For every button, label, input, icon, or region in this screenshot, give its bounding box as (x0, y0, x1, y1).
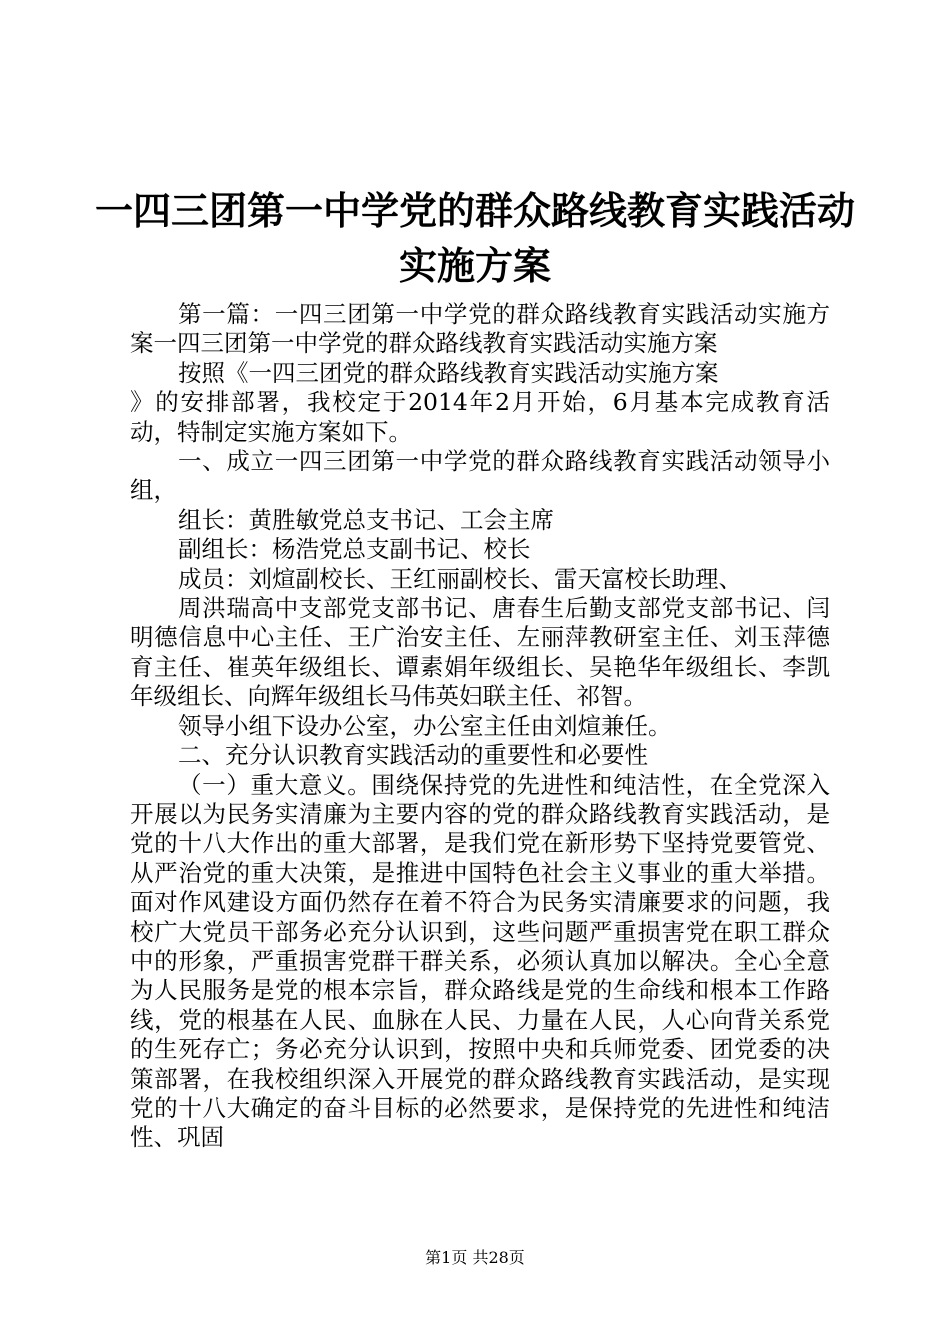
page-number-footer: 第1页 共28页 (425, 1248, 525, 1267)
document-title-line-1: 一四三团第一中学党的群众路线教育实践活动 (94, 189, 855, 233)
paragraph-group-leader: 组长：黄胜敏党总支书记、工会主席 (178, 505, 554, 534)
paragraph-office: 领导小组下设办公室，办公室主任由刘煊兼任。 (178, 711, 672, 740)
paragraph-section-one-heading: 一、成立一四三团第一中学党的群众路线教育实践活动领导小组， (130, 447, 830, 505)
paragraph-members-continued: 周洪瑞高中支部党支部书记、唐春生后勤支部党支部书记、闫明德信息中心主任、王广治安主任、左丽萍教研室主任、刘玉萍德育主任、崔英年级组长、谭素娟年级组长、吴艳华年级组长、李凯年级组长、向辉年级组长马伟英妇联主任、祁智。 (130, 594, 830, 711)
document-body (130, 300, 830, 1153)
document-title-line-2: 实施方案 (398, 244, 551, 288)
paragraph-according-to: 按照《一四三团党的群众路线教育实践活动实施方案 (178, 358, 719, 387)
paragraph-first-section: 第一篇：一四三团第一中学党的群众路线教育实践活动实施方案一四三团第一中学党的群众路线教育实践活动实施方案 (130, 300, 830, 358)
paragraph-deputy-leader: 副组长：杨浩党总支副书记、校长 (178, 535, 531, 564)
paragraph-section-two-heading: 二、充分认识教育实践活动的重要性和必要性 (178, 741, 648, 770)
paragraph-members: 成员：刘煊副校长、王红丽副校长、雷天富校长助理、 (178, 564, 742, 593)
paragraph-significance: （一）重大意义。围绕保持党的先进性和纯洁性，在全党深入开展以为民务实清廉为主要内容的党的群众路线教育实践活动，是党的十八大作出的重大部署，是我们党在新形势下坚持党要管党、从严治党的重大决策，是推进中国特色社会主义事业的重大举措。面对作风建设方面仍然存在着不符合为民务实清廉要求的问题，我校广大党员干部务必充分认识到，这些问题严重损害党在职工群众中的形象，严重损害党群干群关系，必须认真加以解决。全心全意为人民服务是党的根本宗旨，群众路线是党的生命线和根本工作路线，党的根基在人民、血脉在人民、力量在人民，人心向背关系党的生死存亡；务必充分认识到，按照中央和兵师党委、团党委的决策部署，在我校组织深入开展党的群众路线教育实践活动，是实现党的十八大确定的奋斗目标的必然要求，是保持党的先进性和纯洁性、巩固 (130, 770, 830, 1152)
paragraph-arrangement: 》的安排部署，我校定于2014年2月开始，6月基本完成教育活动，特制定实施方案如下。 (130, 388, 830, 446)
